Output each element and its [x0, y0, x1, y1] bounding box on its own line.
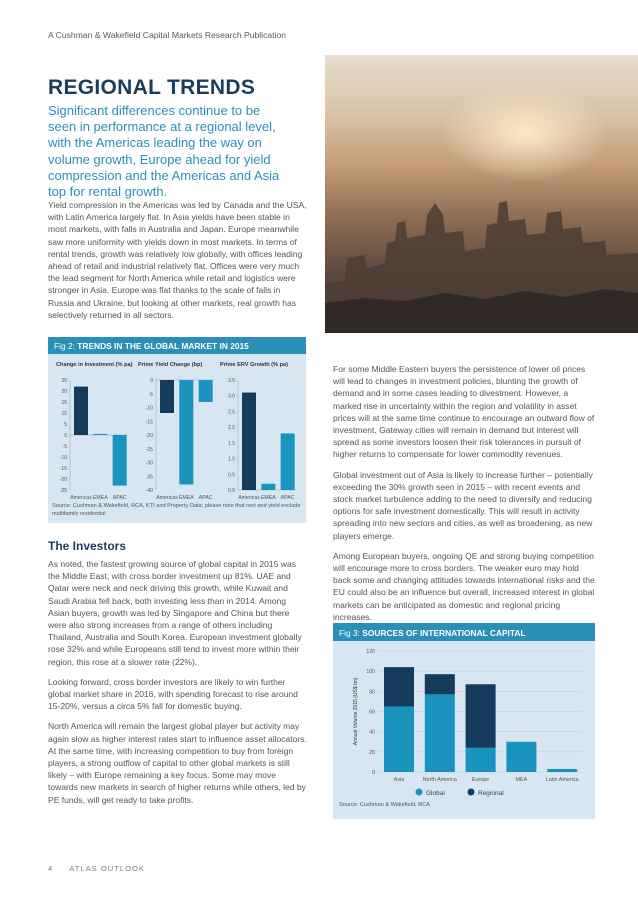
fig2-category-label: EMEA — [178, 495, 194, 501]
lead-paragraph: Significant differences continue to be seen in performance at a regional level, with the Americas leading the way on volume growth, Europe ahead for yield compression and the Americas and Asia top for rental growth. — [48, 103, 280, 200]
fig2-bar — [93, 434, 107, 435]
fig2-tick-label: -5 — [62, 444, 67, 450]
fig3-category-label: Asia — [393, 777, 405, 783]
fig3-bar-regional — [384, 667, 414, 706]
fig3-chart — [333, 641, 595, 801]
fig2-bar — [74, 387, 88, 435]
fig2-tick-label: -20 — [145, 433, 153, 439]
fig2-tick-label: -40 — [145, 488, 153, 494]
page-number: 4 — [48, 864, 54, 873]
fig2-charts — [48, 354, 306, 504]
fig2-chart-title: Prime ERV Growth (% pa) — [220, 362, 288, 368]
fig2-tick-label: -30 — [145, 460, 153, 467]
fig3-category-label: MEA — [515, 777, 528, 783]
skyline-silhouette — [325, 163, 638, 333]
fig3-bar-global — [547, 769, 577, 772]
fig2-heading: TRENDS IN THE GLOBAL MARKET IN 2015 — [77, 341, 249, 351]
fig2-tick-label: 10 — [61, 411, 67, 417]
fig3-tick-label: 0 — [372, 770, 375, 776]
footer-publication: ATLAS OUTLOOK — [69, 864, 145, 873]
fig2-tick-label: 1.5 — [228, 440, 235, 447]
fig2-category-label: EMEA — [92, 495, 108, 501]
fig2-tick-label: 0 — [150, 378, 153, 384]
fig2-tick-label: 0.5 — [228, 472, 235, 479]
fig2-tick-label: 5 — [64, 422, 67, 428]
right-column-body — [333, 363, 595, 631]
fig3-tick-label: 100 — [366, 669, 375, 676]
fig2-tick-label: -10 — [59, 455, 67, 461]
fig2-tick-label: -10 — [145, 405, 153, 412]
fig2-tick-label: 1.0 — [228, 456, 235, 463]
fig3-tick-label: 80 — [369, 689, 375, 696]
fig3-y-axis-label: Annual Volume 2015 (US$ bn) — [353, 677, 359, 746]
fig2-tick-label: 20 — [61, 389, 67, 395]
fig2-tick-label: 25 — [61, 378, 67, 384]
fig3-bar-regional — [425, 674, 455, 694]
city-skyline-photo — [325, 55, 638, 333]
publication-header: A Cushman & Wakefield Capital Markets Research Publication — [48, 30, 287, 40]
fig2-category-label: Americas — [70, 495, 92, 501]
fig2-category-label: APAC — [112, 495, 127, 501]
fig2-category-label: APAC — [198, 495, 213, 501]
right-paragraph-1: For some Middle Eastern buyers the persistence of lower oil prices will lead to changes in investment policies, blunting the growth of demand and in some cases leading to divestment. However, a marked rise in uncertainty within the region and volatility in asset prices will at the same time continue to encourage an outward flow of investment. Gateway cities will remain in demand but interest will spread as some investors loosen their risk tolerances in pursuit of higher returns to compensate for lower commodity revenues. — [333, 364, 595, 460]
fig2-tick-label: 0 — [64, 433, 67, 439]
fig3-tick-label: 120 — [366, 649, 375, 655]
fig3-source: Source: Cushman & Wakefield, RCA — [339, 802, 430, 808]
fig2-bar — [160, 380, 174, 413]
fig3-tick-label: 60 — [369, 709, 375, 716]
fig2-title-bar — [48, 337, 306, 354]
fig2-category-label: EMEA — [260, 495, 276, 501]
fig2-tick-label: -15 — [59, 466, 67, 472]
investors-heading: The Investors — [48, 539, 127, 553]
fig3-category-label: Latin America — [545, 777, 579, 783]
investors-body — [48, 558, 308, 814]
fig2-bar — [179, 380, 193, 485]
investors-paragraph-2: Looking forward, cross border investors are likely to win further global market share in 2016, with spending forecast to rise around 15-20%, versus a circa 5% fall for domestic buying. — [48, 676, 298, 712]
page-footer — [48, 864, 161, 873]
fig3-bar-global — [425, 694, 455, 772]
fig3-bar-global — [384, 706, 414, 772]
fig3-tick-label: 20 — [369, 749, 375, 756]
right-paragraph-3: Among European buyers, ongoing QE and strong buying competition will encourage more to cross borders. The weaker euro may hold back some and changing attitudes towards international risks and the EU could also be an influence but overall, increased interest in global markets can be anticipated as domestic and regional pricing increases. — [333, 550, 595, 622]
fig2-source: Source: Cushman & Wakefield, RCA, KTI and Property Data; please note that rent and yield exclude multifamily residential — [52, 503, 301, 517]
fig2-chart-title: Prime Yield Change (bp) — [138, 362, 203, 368]
fig2-category-label: Americas — [156, 495, 178, 501]
fig2-tick-label: -35 — [145, 474, 153, 481]
fig2-tick-label: 2.0 — [228, 425, 235, 432]
fig2-bar — [242, 393, 256, 490]
fig3-legend-label: Regional — [478, 790, 504, 797]
intro-paragraph: Yield compression in the Americas was led by Canada and the USA, with Latin America largely flat. In Asia yields have been stable in most markets, with falls in Australia and Japan. Europe meanwhile saw more uniformity with yields down in most markets. In terms of rental trends, growth was relatively low globally, with offices leading ahead of retail and industrial relatively flat. Offices were very much the lead segment for North America while retail and logistics were stronger in Asia. Europe was flat thanks to the scale of falls in Russia and Ukraine, but looking at other markets, real growth has selectively returned in all sectors. — [48, 200, 307, 320]
fig3-category-label: Europe — [471, 777, 490, 783]
fig2-tick-label: 3.5 — [228, 378, 235, 384]
fig2-tick-label: -25 — [145, 446, 153, 453]
fig2-tick-label: -5 — [148, 391, 153, 398]
fig3-title — [333, 623, 595, 643]
fig3-category-label: North America — [422, 777, 457, 783]
investors-paragraph-3: North America will remain the largest global player but activity may again slow as higher interest rates start to influence asset allocators. At the same time, with increasing competition to buy from foreign players, a strong outflow of capital to other global markets is still likely – with Europe remaining a key focus. Some may move towards new markets in search of higher returns while others, led by PE funds, will get ready to take profits. — [48, 721, 307, 805]
fig2-tick-label: 0.0 — [228, 488, 235, 494]
fig3-label: Fig 3: — [339, 628, 360, 638]
fig3-tick-label: 40 — [369, 729, 375, 736]
fig2-label: Fig 2: — [54, 341, 75, 351]
fig2-tick-label: 3.0 — [228, 393, 235, 400]
investors-paragraph-1: As noted, the fastest growing source of global capital in 2015 was the Middle East, with cross border investment up 81%. UAE and Qatar were neck and neck driving this growth, while Kuwait and Saudi Arabia fell back, both investing less than in 2014. Among Asian buyers, growth was led by Singapore and China but there were also strong increases from a range of others including Thailand, Australia and South Korea. European investment globally rose 32% and while Europeans still tend to invest more within their region, this rose at a slower rate (22%). — [48, 559, 302, 667]
fig2-category-label: Americas — [238, 495, 260, 501]
fig3-bar-regional — [466, 684, 496, 748]
page-title: REGIONAL TRENDS — [48, 76, 256, 99]
fig2-category-label: APAC — [280, 495, 295, 501]
fig2-chart-title: Change in Investment (% pa) — [56, 362, 133, 368]
fig3-bar-global — [506, 742, 536, 772]
fig2-bar — [261, 484, 275, 490]
fig2-tick-label: 2.5 — [228, 409, 235, 416]
fig2-bar — [281, 433, 295, 490]
fig2-bar — [113, 435, 127, 486]
fig3-legend-swatch — [468, 789, 475, 796]
fig2-tick-label: -15 — [145, 419, 153, 426]
right-paragraph-2: Global investment out of Asia is likely to increase further – potentially exceeding the 30% growth seen in 2015 – with recent events and stock market turbulence adding to the need to diversify and reducing options for safe investment domestically. This will result in activity spreading into new sectors and cities, as well as broadening, as new players emerge. — [333, 469, 593, 541]
fig3-heading: SOURCES OF INTERNATIONAL CAPITAL — [362, 628, 526, 638]
fig2-tick-label: -25 — [59, 488, 67, 494]
fig2-bar — [199, 380, 213, 402]
fig2-tick-label: -20 — [59, 477, 67, 483]
fig3-legend-swatch — [416, 789, 423, 796]
fig2-title — [48, 337, 306, 355]
fig2-tick-label: 15 — [61, 400, 67, 406]
fig3-legend-label: Global — [426, 790, 445, 797]
fig3-bar-global — [466, 748, 496, 772]
fig3-title-bar — [333, 623, 595, 641]
